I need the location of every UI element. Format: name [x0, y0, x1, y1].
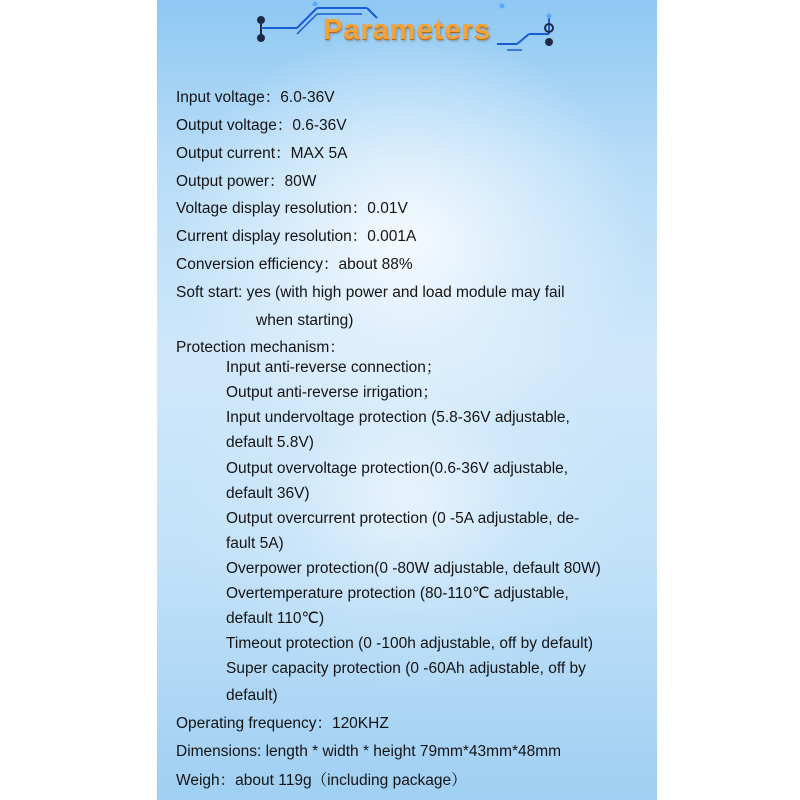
spec-weight: Weigh：about 119g（including package）: [176, 772, 467, 789]
protection-item: Input anti-reverse connection；: [226, 359, 442, 376]
protection-item: Overtemperature protection (80-110℃ adjustable,: [226, 585, 569, 602]
protection-item: default 36V): [226, 485, 310, 502]
spec-current-resolution: Current display resolution：0.001A: [176, 228, 417, 245]
spec-soft-start-cont: when starting): [256, 312, 354, 329]
protection-item: default 110℃): [226, 610, 325, 627]
spec-input-voltage: Input voltage：6.0-36V: [176, 89, 335, 106]
spec-output-voltage: Output voltage：0.6-36V: [176, 117, 347, 134]
spec-output-power: Output power：80W: [176, 173, 317, 190]
protection-item: Output overcurrent protection (0 -5A adjustable, de-: [226, 510, 580, 527]
protection-item: Overpower protection(0 -80W adjustable, default 80W): [226, 560, 601, 577]
protection-item: Super capacity protection (0 -60Ah adjustable, off by: [226, 660, 586, 677]
spec-dimensions: Dimensions: length * width * height 79mm*43mm*48mm: [176, 743, 562, 760]
spec-efficiency: Conversion efficiency：about 88%: [176, 256, 413, 273]
protection-item: fault 5A): [226, 535, 284, 552]
parameters-panel: [157, 0, 657, 800]
spec-output-current: Output current：MAX 5A: [176, 145, 348, 162]
protection-item: Output anti-reverse irrigation；: [226, 384, 438, 401]
protection-item: default 5.8V): [226, 434, 314, 451]
protection-item: Input undervoltage protection (5.8-36V adjustable,: [226, 409, 570, 426]
header: [157, 0, 657, 64]
page-title: Parameters: [323, 14, 491, 46]
spec-frequency: Operating frequency：120KHZ: [176, 715, 389, 732]
protection-item: default): [226, 687, 278, 704]
protection-item: Timeout protection (0 -100h adjustable, off by default): [226, 635, 594, 652]
spec-soft-start: Soft start: yes (with high power and load module may fail: [176, 284, 565, 301]
protection-item: Output overvoltage protection(0.6-36V adjustable,: [226, 460, 569, 477]
spec-voltage-resolution: Voltage display resolution：0.01V: [176, 200, 408, 217]
protection-heading: Protection mechanism：: [176, 339, 345, 356]
